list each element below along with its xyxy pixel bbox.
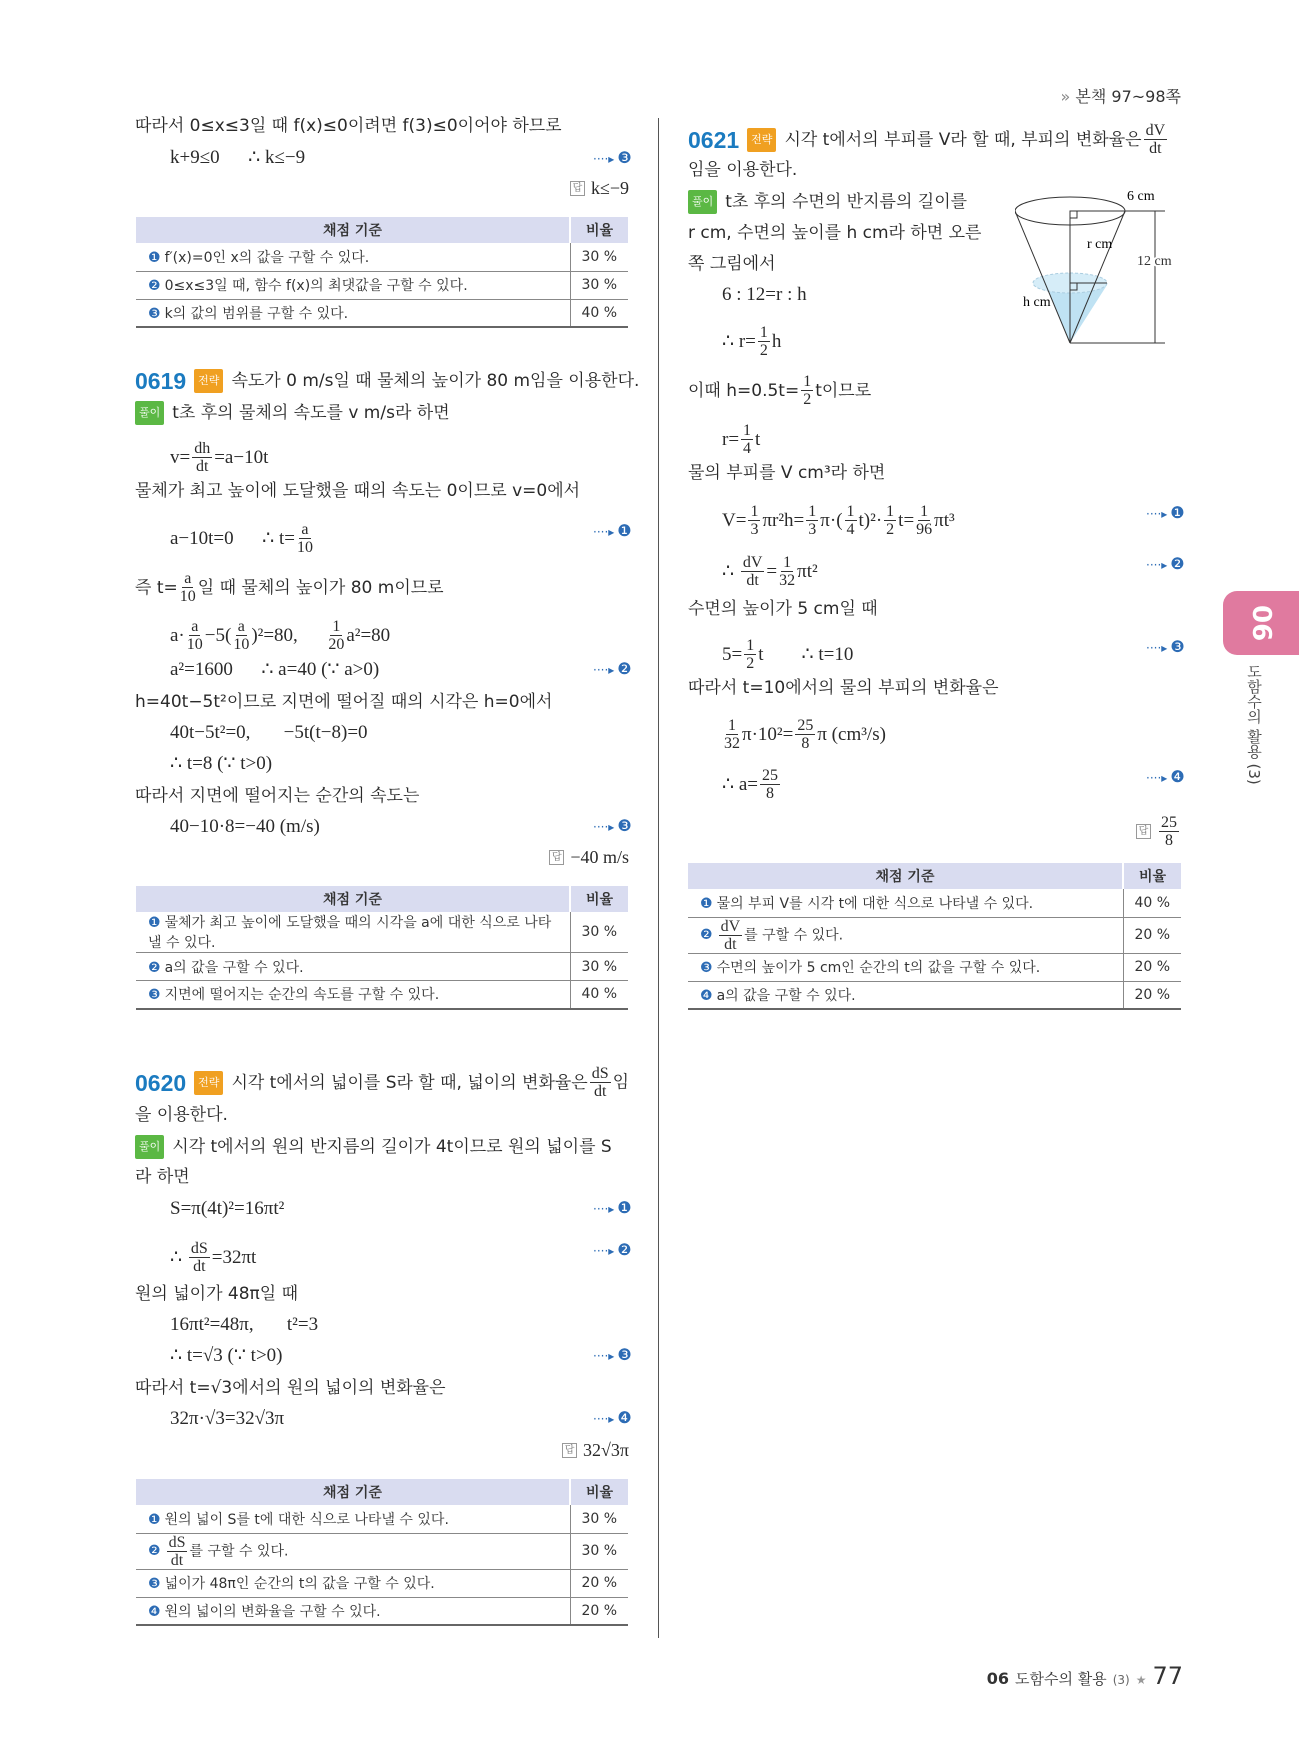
table-row	[136, 271, 628, 299]
table-row	[136, 981, 628, 1009]
ratio-header: 비율	[1123, 863, 1181, 889]
math-line	[170, 1198, 284, 1220]
text-segment: π·(	[820, 509, 843, 531]
text-segment: 시각 t에서의 원의 반지름의 길이가 4t이므로 원의 넓이를 S	[172, 1137, 612, 1157]
text-segment: 16πt²=48π, t²=3	[170, 1314, 319, 1335]
numerator: 1	[728, 717, 736, 734]
text-line	[135, 570, 444, 605]
text-line	[135, 1166, 190, 1188]
denominator: 10	[296, 539, 313, 556]
math-line	[722, 554, 818, 589]
fraction	[884, 503, 896, 538]
denominator: 3	[808, 521, 817, 538]
numerator: 1	[886, 503, 895, 520]
step-marker: ····▸ ❷	[593, 1240, 632, 1259]
criteria-cell	[136, 1569, 570, 1597]
text-segment: a²=80	[346, 624, 391, 646]
criteria-cell	[688, 889, 1123, 917]
ratio-cell: 20 %	[1123, 981, 1181, 1009]
math-line	[170, 1314, 318, 1336]
math-line	[170, 440, 268, 475]
text-segment: f′(x)=0인 x의 값을 구할 수 있다.	[164, 249, 370, 266]
step-marker: ····▸ ❷	[593, 659, 632, 678]
denominator: dt	[746, 572, 759, 589]
table-row	[688, 953, 1181, 981]
numerator: dS	[168, 1533, 186, 1551]
ratio-cell: 30 %	[570, 243, 628, 271]
text-segment: 따라서 지면에 떨어지는 순간의 속도는	[135, 786, 420, 806]
text-segment: ∴ a=	[722, 773, 758, 795]
step-marker: ····▸ ❶	[593, 1198, 632, 1217]
ratio-cell: 40 %	[570, 299, 628, 327]
criteria-cell	[136, 953, 570, 981]
criteria-header: 채점 기준	[688, 863, 1123, 889]
fraction	[795, 717, 815, 752]
step-marker: ····▸ ❸	[1146, 637, 1185, 656]
table-row	[136, 299, 628, 327]
table-row	[688, 981, 1181, 1009]
solution-line: 풀이 t초 후의 물체의 속도를 v m/s라 하면	[135, 401, 450, 425]
text-line	[688, 462, 885, 484]
step-number-icon: ❹	[700, 987, 713, 1004]
denominator: dt	[1149, 140, 1162, 157]
text-segment: h	[771, 330, 782, 352]
text-segment: 물의 부피를 V cm³라 하면	[688, 463, 886, 483]
step-marker: ····▸ ❶	[593, 521, 632, 540]
fraction	[187, 618, 203, 653]
step-number-icon: ❷	[148, 278, 161, 294]
problem-heading-0620: 0620 전략 시각 t에서의 넓이를 S라 할 때, 넓이의 변화율은 $\frac{dS}{dt}$ 임	[135, 1065, 630, 1100]
text-segment: πt³	[934, 509, 955, 531]
table-row	[136, 953, 628, 981]
text-segment: 원의 넓이가 48π일 때	[135, 1284, 299, 1304]
text-segment: −5(	[204, 624, 232, 646]
numerator: a	[301, 521, 309, 538]
step-number-icon: ❷	[148, 1543, 161, 1559]
text-segment: k+9≤0 ∴ k≤−9	[170, 147, 306, 168]
step-marker: ····▸ ❹	[1146, 767, 1185, 786]
numerator: dS	[190, 1240, 208, 1257]
step-marker: ····▸ ❸	[593, 148, 632, 167]
fraction	[328, 618, 344, 653]
text-line	[135, 1283, 298, 1305]
text-line	[688, 222, 981, 244]
numerator: 1	[743, 422, 752, 439]
ratio-cell: 30 %	[570, 1533, 628, 1569]
text-segment: t ∴ t=10	[758, 643, 854, 665]
ratio-cell: 30 %	[570, 912, 628, 953]
text-segment: t이므로	[815, 380, 872, 401]
text-segment: 따라서 t=10에서의 물의 부피의 변화율은	[688, 678, 999, 698]
numerator: 1	[783, 554, 792, 571]
denominator: dt	[193, 1258, 206, 1275]
numerator: 1	[746, 637, 755, 654]
table-row	[136, 1505, 628, 1533]
table-row	[688, 889, 1181, 917]
text-segment: ∴ t=8 (∵ t>0)	[170, 753, 273, 774]
criteria-cell	[136, 1597, 570, 1625]
step-number-icon: ❶	[148, 249, 161, 266]
numerator: a	[191, 618, 199, 635]
fraction	[233, 618, 249, 653]
step-marker: ····▸ ❶	[1146, 503, 1185, 522]
criteria-cell	[136, 1505, 570, 1533]
text-segment: a의 값을 구할 수 있다.	[716, 987, 856, 1004]
solution-line: 풀이 시각 t에서의 원의 반지름의 길이가 4t이므로 원의 넓이를 S	[135, 1135, 612, 1159]
numerator: a	[184, 570, 192, 587]
denominator: 8	[1165, 832, 1173, 849]
label-water-height: h cm	[1023, 295, 1051, 310]
fraction	[1159, 814, 1179, 849]
label-height: 12 cm	[1137, 254, 1172, 269]
denominator: 32	[779, 572, 796, 589]
text-segment: 수면의 높이가 5 cm인 순간의 t의 값을 구할 수 있다.	[716, 960, 1041, 976]
fraction	[744, 637, 756, 672]
criteria-cell	[688, 953, 1123, 981]
text-segment: a−10t=0 ∴ t=	[170, 527, 295, 549]
denominator: 10	[186, 636, 203, 653]
numerator: 1	[332, 618, 341, 635]
text-line	[135, 691, 552, 713]
numerator: 1	[808, 503, 817, 520]
table-row	[136, 912, 628, 953]
fraction	[801, 373, 813, 408]
fraction	[590, 1065, 611, 1100]
ratio-header: 비율	[570, 1479, 628, 1505]
criteria-cell	[136, 299, 570, 327]
criteria-cell	[136, 243, 570, 271]
math-line	[722, 717, 886, 752]
fraction	[779, 554, 795, 589]
numerator: dV	[742, 554, 763, 571]
text-segment: 임을 이용한다.	[688, 160, 798, 180]
text-segment: 원의 넓이 S를 t에 대한 식으로 나타낼 수 있다.	[164, 1511, 449, 1528]
text-segment: t초 후의 물체의 속도를 v m/s라 하면	[172, 403, 450, 423]
step-number-icon: ❶	[148, 1511, 161, 1528]
denominator: 2	[803, 391, 812, 408]
math-line	[170, 618, 390, 653]
fraction	[758, 324, 770, 359]
denominator: 4	[846, 521, 855, 538]
text-line	[135, 1104, 228, 1126]
criteria-header: 채점 기준	[136, 1479, 570, 1505]
denominator: 10	[233, 636, 250, 653]
step-number-icon: ❸	[148, 987, 161, 1004]
text-segment: r=	[722, 428, 740, 450]
criteria-cell	[688, 917, 1123, 953]
numerator: 25	[1161, 814, 1177, 831]
math-line	[722, 284, 807, 306]
text-segment: t	[755, 428, 761, 450]
numerator: 1	[920, 503, 929, 520]
criteria-header: 채점 기준	[136, 886, 570, 912]
ratio-cell: 20 %	[570, 1597, 628, 1625]
scoring-table	[136, 217, 628, 328]
text-line	[688, 253, 776, 275]
text-segment: ∴	[170, 1246, 187, 1268]
math-line	[722, 422, 760, 457]
math-line	[722, 503, 955, 538]
fraction	[760, 767, 780, 802]
page-reference: » 본책 97~98쪽	[1060, 87, 1181, 106]
math-line	[170, 147, 305, 169]
fraction	[748, 503, 760, 538]
text-segment: ∴ t=√3 (∵ t>0)	[170, 1345, 283, 1366]
text-segment: πr²h=	[762, 509, 805, 531]
text-segment: 40t−5t²=0, −5t(t−8)=0	[170, 722, 368, 743]
text-segment: ∴ r=	[722, 330, 756, 352]
denominator: 2	[886, 521, 895, 538]
fraction	[916, 503, 932, 538]
text-segment: 일 때 물체의 높이가 80 m이므로	[197, 577, 444, 598]
page-footer: 06 도함수의 활용 (3) ★ 77	[986, 1662, 1183, 1690]
label-top-radius: 6 cm	[1127, 189, 1155, 204]
text-segment: πt²	[797, 560, 818, 582]
column-divider	[658, 118, 659, 1638]
text-segment: v=	[170, 446, 191, 468]
table-row	[688, 917, 1181, 953]
text-segment: 따라서 0≤x≤3일 때 f(x)≤0이려면 f(3)≤0이어야 하므로	[135, 116, 562, 136]
chapter-tab-title: 도함수의 활용 (3)	[1245, 664, 1263, 785]
denominator: 96	[916, 521, 933, 538]
table-row	[136, 1533, 628, 1569]
text-segment: 지면에 떨어지는 순간의 속도를 구할 수 있다.	[164, 987, 440, 1004]
text-segment: h=40t−5t²이므로 지면에 떨어질 때의 시각은 h=0에서	[135, 692, 553, 712]
text-segment: =	[766, 560, 778, 582]
text-segment: 32π·√3=32√3π	[170, 1408, 285, 1429]
fraction	[724, 717, 740, 752]
table-row	[136, 1597, 628, 1625]
text-segment: k의 값의 범위를 구할 수 있다.	[164, 305, 349, 322]
denominator: 8	[766, 785, 774, 802]
step-marker: ····▸ ❹	[593, 1408, 632, 1427]
ratio-header: 비율	[570, 886, 628, 912]
chapter-tab[interactable]: 06	[1223, 591, 1299, 655]
step-marker: ····▸ ❸	[593, 1345, 632, 1364]
step-number-icon: ❶	[148, 915, 161, 931]
text-segment: r cm, 수면의 높이를 h cm라 하면 오른	[688, 223, 982, 243]
text-line	[135, 785, 419, 807]
text-segment: 물체가 최고 높이에 도달했을 때의 속도는 0이므로 v=0에서	[135, 481, 581, 501]
criteria-cell	[136, 271, 570, 299]
math-line	[170, 722, 368, 744]
numerator: dV	[1145, 122, 1166, 139]
denominator: 20	[328, 636, 345, 653]
answer: 답 −40 m/s	[549, 847, 629, 868]
fraction	[741, 554, 765, 589]
ratio-cell: 40 %	[1123, 889, 1181, 917]
step-number-icon: ❸	[148, 1576, 161, 1592]
denominator: dt	[170, 1551, 184, 1569]
text-segment: V=	[722, 509, 747, 531]
denominator: 10	[179, 588, 196, 605]
numerator: dh	[194, 440, 211, 457]
denominator: dt	[195, 458, 209, 475]
text-segment: a²=1600 ∴ a=40 (∵ a>0)	[170, 659, 380, 680]
text-segment: 5=	[722, 643, 743, 665]
step-marker: ····▸ ❷	[1146, 554, 1185, 573]
text-line	[135, 115, 562, 137]
numerator: 1	[750, 503, 759, 520]
table-row	[136, 1569, 628, 1597]
text-segment: 쪽 그림에서	[688, 254, 776, 274]
answer: 답 32√3π	[562, 1440, 629, 1461]
text-segment: π (cm³/s)	[817, 723, 886, 745]
answer: 답 $\frac{25}{8}$	[1136, 814, 1181, 849]
text-segment: =a−10t	[214, 446, 269, 468]
numerator: 25	[762, 767, 778, 784]
fraction	[1144, 122, 1168, 157]
ratio-cell: 30 %	[570, 1505, 628, 1533]
text-segment: 라 하면	[135, 1167, 190, 1187]
scoring-table	[688, 863, 1181, 1010]
math-line	[170, 521, 315, 556]
numerator: 1	[759, 324, 768, 341]
math-line	[722, 324, 781, 359]
denominator: 32	[724, 735, 740, 752]
text-segment: 0≤x≤3일 때, 함수 f(x)의 최댓값을 구할 수 있다.	[164, 278, 468, 294]
text-segment: =32πt	[211, 1246, 257, 1268]
criteria-cell	[136, 981, 570, 1009]
text-segment: S=π(4t)²=16πt²	[170, 1198, 285, 1219]
math-line	[170, 753, 272, 775]
text-segment: a의 값을 구할 수 있다.	[164, 959, 304, 976]
math-line	[170, 1240, 256, 1275]
numerator: 1	[846, 503, 855, 520]
table-row	[136, 243, 628, 271]
criteria-cell	[136, 1533, 570, 1569]
problem-heading-0619: 0619 전략 속도가 0 m/s일 때 물체의 높이가 80 m임을 이용한다.	[135, 368, 640, 394]
text-segment: 이때 h=0.5t=	[688, 380, 800, 401]
text-line	[688, 373, 871, 408]
cone-figure	[1015, 188, 1185, 353]
ratio-header: 비율	[570, 217, 628, 243]
answer: 답 k≤−9	[570, 178, 629, 199]
fraction	[741, 422, 753, 457]
fraction	[719, 918, 743, 953]
step-number-icon: ❸	[700, 960, 713, 976]
math-line	[170, 816, 320, 838]
fraction	[192, 440, 212, 475]
text-segment: ∴	[722, 560, 739, 582]
text-segment: 40−10·8=−40 (m/s)	[170, 816, 320, 837]
numerator: 1	[803, 373, 812, 390]
step-number-icon: ❷	[148, 959, 161, 976]
denominator: 4	[743, 440, 752, 457]
text-line	[688, 598, 878, 620]
text-segment: 수면의 높이가 5 cm일 때	[688, 599, 878, 619]
page-number: 77	[1152, 1662, 1183, 1690]
fraction	[180, 570, 196, 605]
text-segment: 를 구할 수 있다.	[189, 1543, 289, 1559]
text-segment: 6 : 12=r : h	[722, 284, 807, 305]
math-line	[722, 767, 782, 802]
fraction	[845, 503, 857, 538]
text-segment: 원의 넓이의 변화율을 구할 수 있다.	[164, 1603, 381, 1620]
ratio-cell: 20 %	[570, 1569, 628, 1597]
fraction	[167, 1534, 188, 1569]
ratio-cell: 30 %	[570, 271, 628, 299]
text-segment: 를 구할 수 있다.	[744, 927, 844, 943]
criteria-cell	[688, 981, 1123, 1009]
text-segment: a·	[170, 624, 185, 646]
numerator: a	[237, 618, 245, 635]
ratio-cell: 30 %	[570, 953, 628, 981]
ratio-cell: 20 %	[1123, 953, 1181, 981]
text-segment: t초 후의 수면의 반지름의 길이를	[725, 192, 968, 212]
fraction	[806, 503, 818, 538]
step-number-icon: ❶	[700, 895, 713, 912]
text-segment: π·10²=	[742, 723, 794, 745]
text-segment: 물의 부피 V를 시각 t에 대한 식으로 나타낼 수 있다.	[716, 895, 1034, 912]
math-line	[722, 637, 853, 672]
math-line	[170, 1345, 283, 1367]
criteria-cell	[136, 912, 570, 953]
text-segment: 을 이용한다.	[135, 1105, 228, 1125]
denominator: dt	[724, 935, 737, 953]
denominator: 3	[750, 521, 759, 538]
text-segment: 물체가 최고 높이에 도달했을 때의 시각을 a에 대한 식으로 나타낼 수 있다.	[148, 915, 552, 951]
ratio-cell: 20 %	[1123, 917, 1181, 953]
denominator: 2	[746, 655, 755, 672]
scoring-table	[136, 886, 628, 1010]
text-line	[688, 677, 999, 699]
text-segment: )²=80,	[251, 624, 327, 646]
text-line	[135, 1377, 446, 1399]
numerator: dS	[591, 1065, 609, 1082]
scoring-table	[136, 1479, 628, 1626]
fraction	[297, 521, 313, 556]
denominator: dt	[593, 1083, 607, 1100]
text-line	[688, 159, 797, 181]
text-segment: t)²·	[858, 509, 883, 531]
fraction	[189, 1240, 210, 1275]
text-line	[135, 480, 580, 502]
text-segment: 따라서 t=√3에서의 원의 넓이의 변화율은	[135, 1378, 446, 1398]
ratio-cell: 40 %	[570, 981, 628, 1009]
step-number-icon: ❸	[148, 305, 161, 322]
problem-heading-0621: 0621 전략 시각 t에서의 부피를 V라 할 때, 부피의 변화율은 $\frac{dV}{dt}$	[688, 122, 1166, 157]
numerator: dV	[720, 917, 741, 935]
text-segment: 즉 t=	[135, 577, 178, 598]
label-water-radius: r cm	[1087, 237, 1113, 252]
text-segment: t=	[898, 509, 915, 531]
denominator: 2	[759, 342, 768, 359]
solution-line: 풀이 t초 후의 수면의 반지름의 길이를	[688, 190, 967, 214]
math-line	[170, 1408, 284, 1430]
criteria-header: 채점 기준	[136, 217, 570, 243]
denominator: 8	[801, 735, 810, 752]
math-line	[170, 659, 379, 681]
step-number-icon: ❷	[700, 927, 713, 943]
numerator: 25	[797, 717, 814, 734]
text-segment: 임	[612, 1072, 630, 1093]
step-number-icon: ❹	[148, 1603, 161, 1620]
step-marker: ····▸ ❸	[593, 816, 632, 835]
text-segment: 넓이가 48π인 순간의 t의 값을 구할 수 있다.	[164, 1576, 435, 1592]
